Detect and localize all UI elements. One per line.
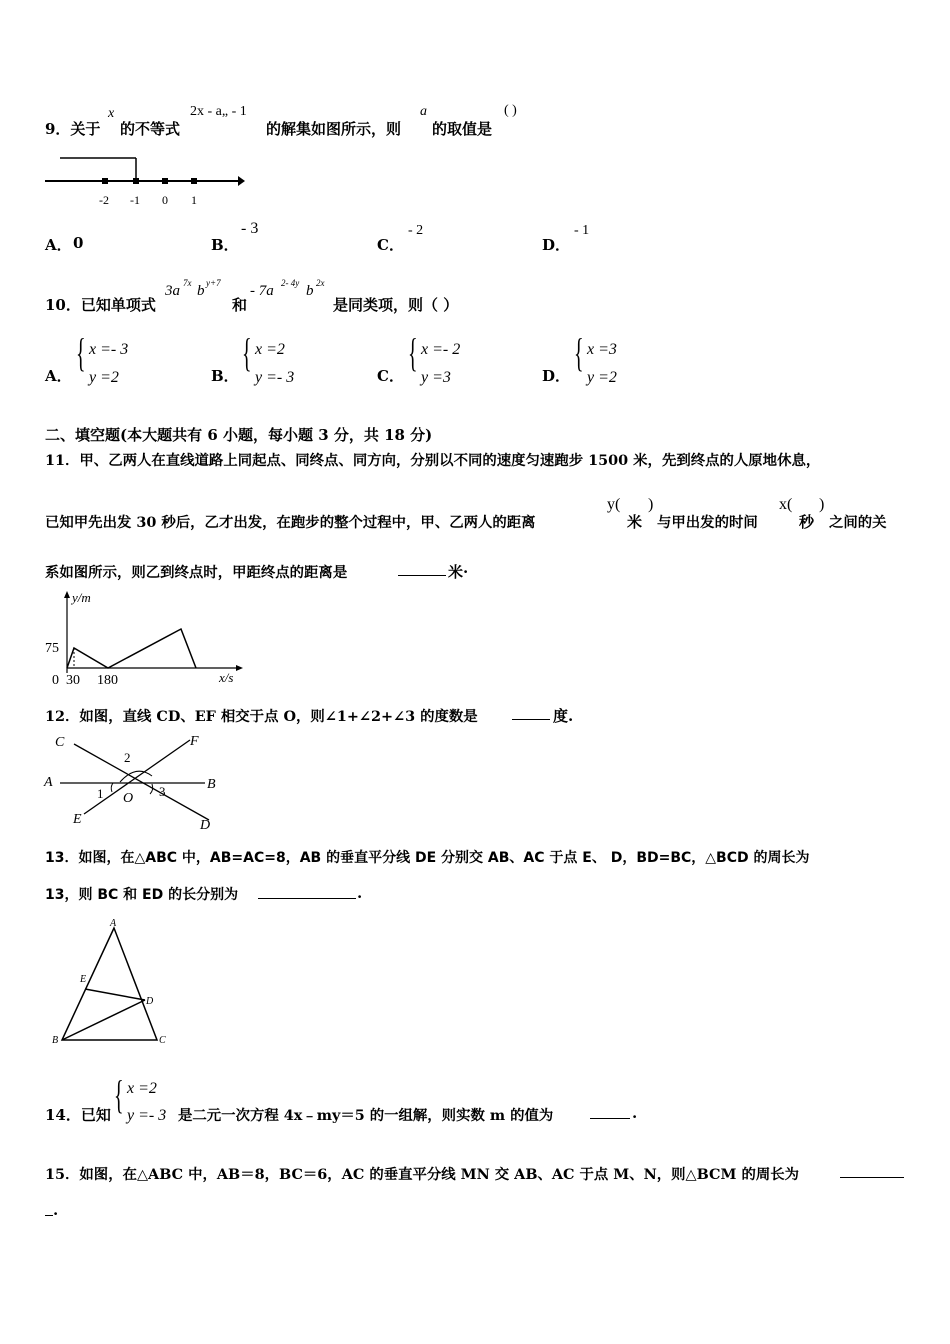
q9-choice-c-letter: C． xyxy=(377,236,404,254)
q9-var-a: a xyxy=(420,104,427,119)
q10-number: 10．已知单项式 xyxy=(45,296,156,314)
label-f: F xyxy=(190,734,199,749)
q14-number: 14．已知 xyxy=(45,1106,111,1124)
brace-icon: { xyxy=(242,330,252,375)
tick-point xyxy=(102,178,108,184)
q14-line-1: x =2 xyxy=(127,1080,157,1097)
q12-intersecting-lines-figure xyxy=(40,728,225,836)
q13-triangle-figure xyxy=(40,915,180,1050)
x-tick-label: 180 xyxy=(97,673,118,688)
tick-label: 1 xyxy=(191,193,197,207)
label-e: E xyxy=(80,974,87,985)
label-o: O xyxy=(123,791,134,806)
q11-y-open: y( xyxy=(607,496,621,513)
label-a: A xyxy=(110,918,117,929)
q9-inequality: 2x - a„ - 1 xyxy=(190,104,247,119)
distance-line xyxy=(67,629,196,668)
q10-choice-d-line1: x =3 xyxy=(587,341,617,358)
q9-answer-paren: ( ) xyxy=(504,103,517,118)
q9-choice-c-value: - 2 xyxy=(408,223,424,238)
y-tick-label: 75 xyxy=(45,641,59,656)
q10-tail: 是同类项，则（ ） xyxy=(333,296,459,314)
q11-line-2b: 与甲出发的时间 xyxy=(657,514,758,531)
q9-text-1: 的不等式 xyxy=(120,120,181,138)
brace-icon: { xyxy=(574,330,584,375)
section-2-heading: 二、填空题(本大题共有 6 小题，每小题 3 分，共 18 分) xyxy=(45,426,433,444)
q10-monomial-1-exp2: y+7 xyxy=(206,278,221,288)
label-d: D xyxy=(200,818,211,833)
q11-y-close: ) xyxy=(648,496,654,513)
y-axis-arrow xyxy=(64,591,70,598)
y-axis-label: y/m xyxy=(72,590,91,605)
q11-x-unit: 秒 xyxy=(799,513,815,531)
label-b: B xyxy=(52,1035,59,1046)
q9-text-3: 的取值是 xyxy=(432,120,493,138)
q14-line-2: y =- 3 xyxy=(127,1107,167,1124)
q11-line-2c: 之间的关 xyxy=(829,514,887,531)
q10-and: 和 xyxy=(232,296,248,314)
q11-y-unit: 米 xyxy=(627,513,643,531)
q10-choice-a-line1: x =- 3 xyxy=(89,341,129,358)
line-ef xyxy=(84,740,190,814)
q15-answer-blank-cont[interactable] xyxy=(45,1201,53,1216)
angle-3-label: 3 xyxy=(159,784,166,799)
q10-choice-a-line2: y =2 xyxy=(89,369,119,386)
q10-choice-c-line2: y =3 xyxy=(421,369,451,386)
tick-label: 0 xyxy=(162,193,168,207)
q15-line-1: 15．如图，在△ABC 中，AB＝8，BC＝6，AC 的垂直平分线 MN 交 AB、AC 于点 M、N，则△BCM 的周长为 xyxy=(45,1166,800,1183)
q10-monomial-2-coef: - 7a xyxy=(250,283,274,299)
tick-label: -1 xyxy=(130,193,140,207)
q10-choice-b-line2: y =- 3 xyxy=(255,369,295,386)
brace-icon: { xyxy=(114,1072,124,1117)
line-cd xyxy=(74,744,209,820)
q11-line-3: 系如图所示，则乙到终点时，甲距终点的距离是 xyxy=(45,564,348,581)
q14-text: 是二元一次方程 4x﹣my＝5 的一组解，则实数 m 的值为 xyxy=(178,1107,554,1124)
angle-1-arc xyxy=(111,783,113,792)
q10-choice-b-letter: B． xyxy=(211,367,239,385)
q9-choice-b-letter: B． xyxy=(211,236,239,254)
angle-1-label: 1 xyxy=(97,786,104,801)
q15-answer-blank[interactable] xyxy=(840,1163,904,1178)
q10-monomial-2-exp1: 2- 4y xyxy=(281,278,300,288)
tick-point xyxy=(191,178,197,184)
axis-arrow xyxy=(238,176,245,186)
q12-text: 12．如图，直线 CD、EF 相交于点 O，则∠1+∠2+∠3 的度数是 xyxy=(45,708,478,725)
segment-ed xyxy=(85,989,145,1000)
q9-number: 9．关于 xyxy=(45,120,101,138)
x-axis-arrow xyxy=(236,665,243,671)
x-tick-label: 30 xyxy=(66,673,80,688)
label-e: E xyxy=(73,812,82,827)
q9-choice-d-letter: D． xyxy=(542,236,571,254)
q12-answer-blank[interactable] xyxy=(512,705,550,720)
q10-choice-a-letter: A． xyxy=(45,367,72,385)
label-b: B xyxy=(207,777,216,792)
q15-line-2: . xyxy=(53,1201,59,1219)
q10-choice-c-letter: C． xyxy=(377,367,404,385)
q11-line-3-end: 米· xyxy=(448,563,469,581)
number-line xyxy=(40,150,250,210)
q12-unit: 度. xyxy=(553,707,574,725)
q9-choice-b-value: - 3 xyxy=(241,220,259,237)
triangle-abc xyxy=(62,928,157,1040)
q14-end: . xyxy=(632,1104,638,1122)
tick-point xyxy=(162,178,168,184)
q10-monomial-1-exp1: 7x xyxy=(183,278,192,288)
q11-x-open: x( xyxy=(779,496,793,513)
q10-choice-b-line1: x =2 xyxy=(255,341,285,358)
label-d: D xyxy=(146,996,154,1007)
q11-x-close: ) xyxy=(819,496,825,513)
x-axis-label: x/s xyxy=(219,670,234,685)
brace-icon: { xyxy=(76,330,86,375)
q9-var-x: x xyxy=(108,106,115,121)
q11-distance-time-graph xyxy=(40,588,250,688)
q9-choice-a-value: 0 xyxy=(73,234,84,252)
q13-line-2: 13，则 BC 和 ED 的长分别为 xyxy=(45,887,239,903)
q11-answer-blank[interactable] xyxy=(398,561,446,576)
q11-line-1: 11．甲、乙两人在直线道路上同起点、同终点、同方向，分别以不同的速度匀速跑步 1500 米，先到终点的人原地休息， xyxy=(45,452,821,469)
q14-answer-blank[interactable] xyxy=(590,1104,630,1119)
q9-text-2: 的解集如图所示，则 xyxy=(266,120,402,138)
q10-choice-d-letter: D． xyxy=(542,367,571,385)
x-tick-label: 0 xyxy=(52,673,59,688)
angle-3-arc xyxy=(150,784,153,794)
label-c: C xyxy=(159,1035,166,1046)
q13-line-1: 13．如图，在△ABC 中，AB=AC=8，AB 的垂直平分线 DE 分别交 AB、AC 于点 E、 D，BD=BC，△BCD 的周长为 xyxy=(45,850,810,866)
q10-monomial-1-b: b xyxy=(197,283,205,299)
segment-bd xyxy=(62,1000,145,1040)
q11-line-2a: 已知甲先出发 30 秒后，乙才出发，在跑步的整个过程中，甲、乙两人的距离 xyxy=(45,514,536,531)
q10-choice-d-line2: y =2 xyxy=(587,369,617,386)
angle-2-label: 2 xyxy=(124,750,131,765)
q10-monomial-2-exp2: 2x xyxy=(316,278,325,288)
q10-monomial-2-b: b xyxy=(306,283,314,299)
q10-monomial-1-coef: 3a xyxy=(165,283,180,299)
q10-choice-c-line1: x =- 2 xyxy=(421,341,461,358)
q9-choice-d-value: - 1 xyxy=(574,223,590,238)
tick-point xyxy=(133,178,139,184)
q13-answer-blank[interactable] xyxy=(258,884,356,899)
q9-choice-a-letter: A． xyxy=(45,236,72,254)
tick-label: -2 xyxy=(99,193,109,207)
label-c: C xyxy=(55,735,65,750)
brace-icon: { xyxy=(408,330,418,375)
label-a: A xyxy=(44,775,53,790)
q13-line-2-end: . xyxy=(357,884,363,902)
